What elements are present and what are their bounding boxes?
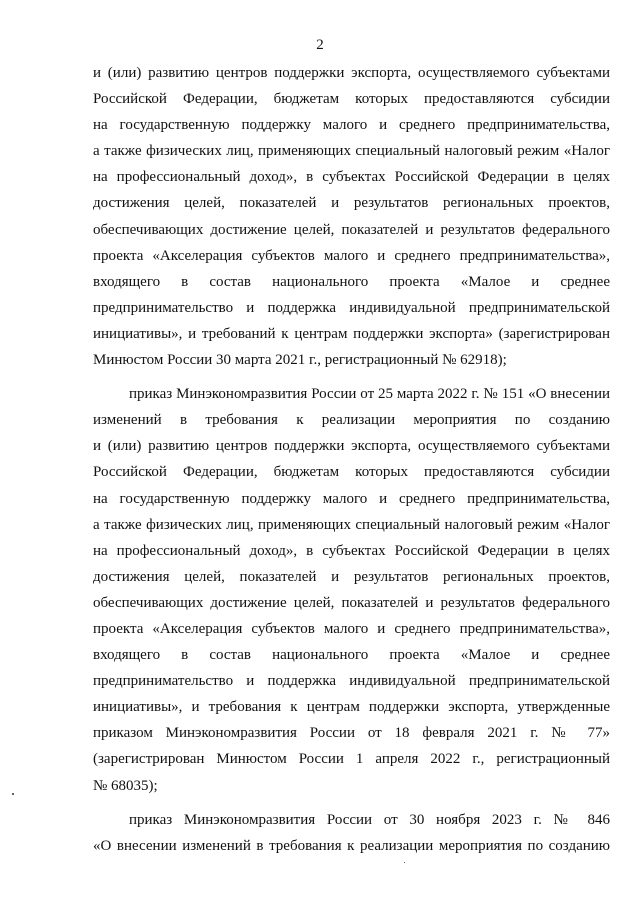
text-line: инициативы», и требования к центрам поддержки экспорта, утвержденные <box>93 699 610 716</box>
text-line: на профессиональный доход», в субъектах Российской Федерации в целях <box>93 169 610 186</box>
text-line: на государственную поддержку малого и среднего предпринимательства, <box>93 117 610 134</box>
text-line: а также физических лиц, применяющих специальный налоговый режим «Налог <box>93 143 610 160</box>
text-line: № 68035); <box>93 777 158 794</box>
paragraph-gap <box>93 799 610 807</box>
text-line: достижения целей, показателей и результатов региональных проектов, <box>93 568 610 585</box>
text-line: достижения целей, показателей и результатов региональных проектов, <box>93 195 610 212</box>
text-line: предпринимательство и поддержка индивидуальной предпринимательской <box>93 299 610 316</box>
text-line: входящего в состав национального проекта «Малое и среднее <box>93 273 610 290</box>
text-line: «О внесении изменений в требования к реализации мероприятия по созданию <box>93 837 610 854</box>
text-line: Российской Федерации, бюджетам которых предоставляются субсидии <box>93 464 610 481</box>
text-line: проекта «Акселерация субъектов малого и среднего предпринимательства», <box>93 247 610 264</box>
scan-speck <box>404 862 405 863</box>
text-line: приказ Минэкономразвития России от 25 марта 2022 г. № 151 «О внесении <box>129 386 610 403</box>
paragraph <box>93 381 610 799</box>
document-body <box>93 60 610 859</box>
paragraph <box>93 60 610 373</box>
text-line: на государственную поддержку малого и среднего предпринимательства, <box>93 490 610 507</box>
page-number: 2 <box>316 37 324 53</box>
text-line: приказ Минэкономразвития России от 30 ноября 2023 г. № 846 <box>129 811 610 828</box>
text-line: и (или) развитию центров поддержки экспорта, осуществляемого субъектами <box>93 438 610 455</box>
text-line: приказом Минэкономразвития России от 18 февраля 2021 г. № 77» <box>93 725 610 742</box>
scan-speck <box>12 793 14 795</box>
paragraph-gap <box>93 373 610 381</box>
text-line: предпринимательство и поддержка индивидуальной предпринимательской <box>93 673 610 690</box>
text-line: инициативы», и требований к центрам поддержки экспорта» (зарегистрирован <box>93 325 610 342</box>
text-line: на профессиональный доход», в субъектах Российской Федерации в целях <box>93 542 610 559</box>
text-line: входящего в состав национального проекта «Малое и среднее <box>93 647 610 664</box>
text-line: и (или) развитию центров поддержки экспорта, осуществляемого субъектами <box>93 65 610 81</box>
text-line: Российской Федерации, бюджетам которых предоставляются субсидии <box>93 91 610 108</box>
text-line: изменений в требования к реализации мероприятия по созданию <box>93 412 610 429</box>
text-line: проекта «Акселерация субъектов малого и среднего предпринимательства», <box>93 620 610 637</box>
paragraph <box>93 807 610 859</box>
text-line: обеспечивающих достижение целей, показателей и результатов федерального <box>93 221 610 238</box>
text-line: обеспечивающих достижение целей, показателей и результатов федерального <box>93 594 610 611</box>
text-line: Минюстом России 30 марта 2021 г., регистрационный № 62918); <box>93 352 507 369</box>
text-line: (зарегистрирован Минюстом России 1 апреля 2022 г., регистрационный <box>93 751 610 768</box>
text-line: а также физических лиц, применяющих специальный налоговый режим «Налог <box>93 516 610 533</box>
